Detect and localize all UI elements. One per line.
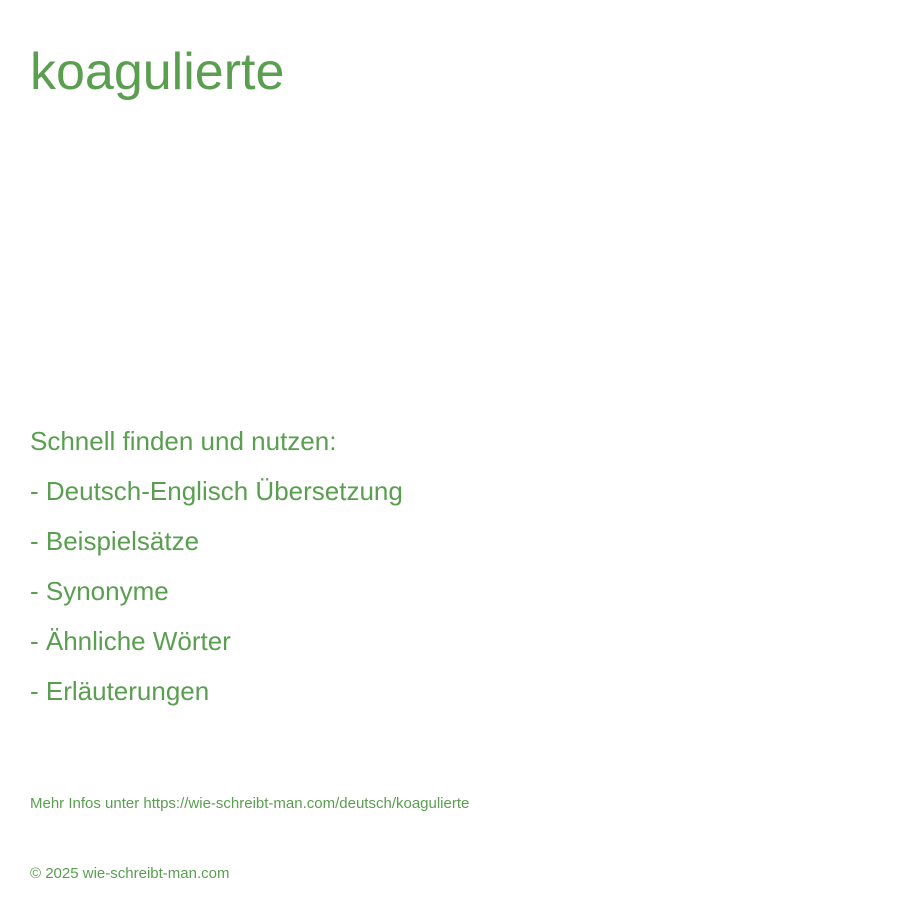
feature-item-translation: - Deutsch-Englisch Übersetzung xyxy=(30,476,403,506)
feature-item-example-sentences: - Beispielsätze xyxy=(30,526,200,556)
copyright-notice: © 2025 wie-schreibt-man.com xyxy=(30,865,230,882)
feature-item-explanations: - Erläuterungen xyxy=(30,676,210,706)
feature-list xyxy=(30,416,403,716)
feature-item-similar-words: - Ähnliche Wörter xyxy=(30,626,231,656)
feature-list-heading: Schnell finden und nutzen: xyxy=(30,426,337,456)
page-title: koagulierte xyxy=(30,43,285,101)
more-info-text: Mehr Infos unter https://wie-schreibt-man.com/deutsch/koagulierte xyxy=(30,795,470,812)
feature-item-synonyms: - Synonyme xyxy=(30,576,169,606)
